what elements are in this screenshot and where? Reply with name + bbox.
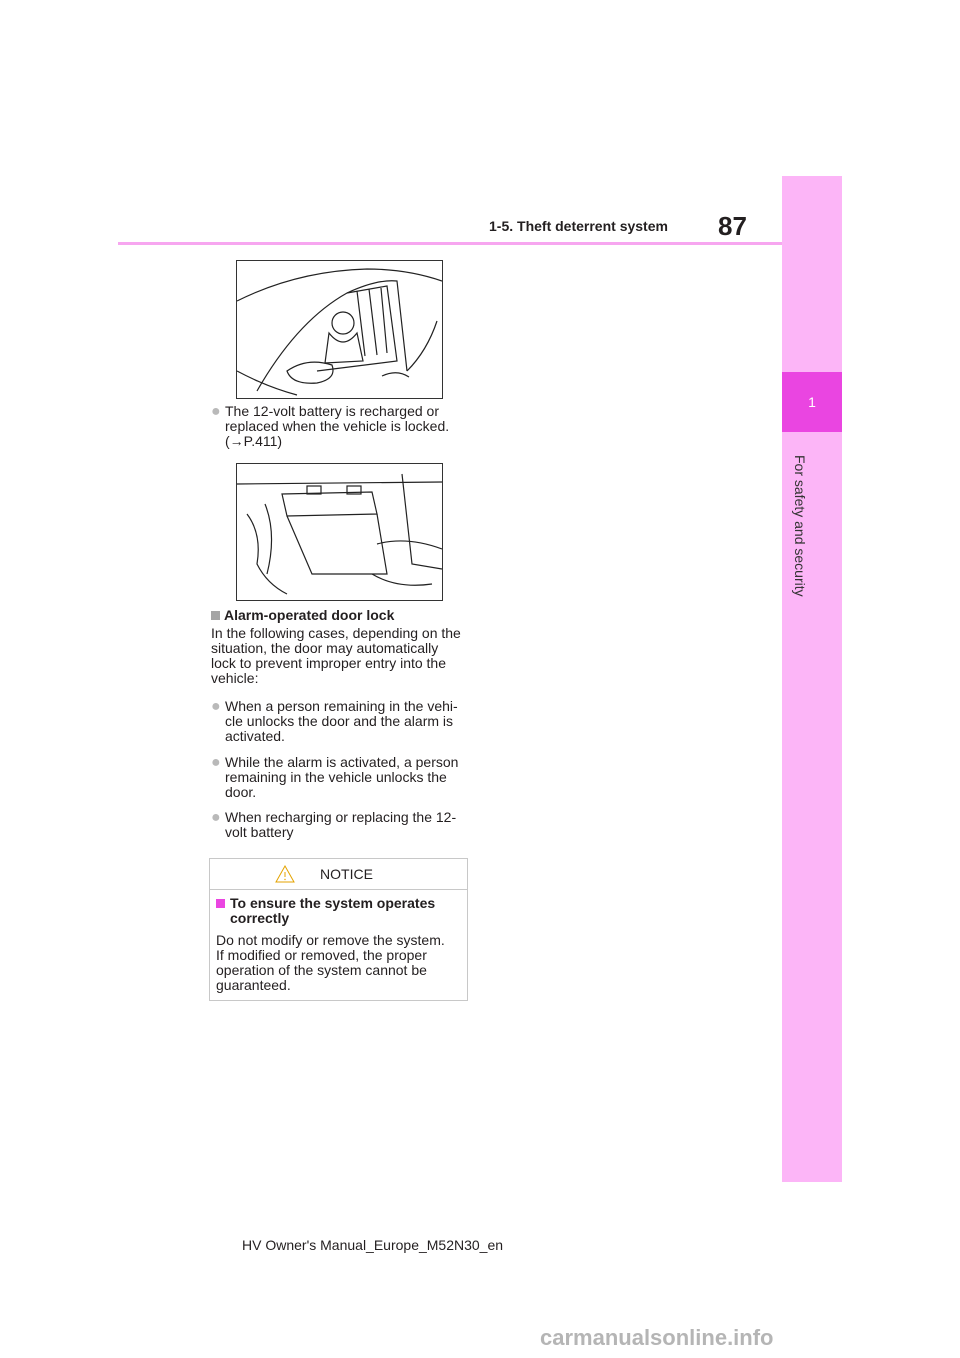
text-line: When a person remaining in the vehi- (225, 698, 458, 714)
list-item (211, 755, 471, 800)
text-line: situation, the door may automatically (211, 640, 439, 656)
notice-heading (216, 896, 461, 926)
list-item (211, 699, 471, 744)
chapter-title: For safety and security (792, 455, 808, 597)
bullet-dot-icon: ● (211, 403, 221, 420)
square-bullet-icon (211, 611, 220, 620)
chapter-side-tab (782, 176, 842, 1182)
notice-title: NOTICE (320, 866, 373, 882)
text-line: replaced when the vehicle is locked. (225, 418, 450, 434)
text-line: In the following cases, depending on the (211, 625, 461, 641)
person-in-car-illustration (236, 260, 443, 399)
section-title: 1-5. Theft deterrent system (489, 218, 668, 234)
text-line: Do not modify or remove the system. (216, 932, 445, 948)
page-number: 87 (718, 211, 747, 241)
battery-drawing (237, 464, 442, 600)
text-line: When recharging or replacing the 12- (225, 809, 457, 825)
list-item (211, 810, 471, 840)
bullet-dot-icon: ● (211, 754, 221, 771)
chapter-number-tab (782, 372, 842, 432)
text-line: vehicle: (211, 670, 259, 686)
text-line: The 12-volt battery is recharged or (225, 403, 439, 419)
notice-header (210, 859, 467, 890)
manual-footer: HV Owner's Manual_Europe_M52N30_en (242, 1237, 504, 1253)
warning-triangle-icon (274, 864, 296, 884)
text-line: door. (225, 784, 257, 800)
chapter-number: 1 (808, 394, 816, 410)
page-reference-link[interactable]: (→P.411) (225, 433, 283, 449)
square-bullet-icon (216, 899, 225, 908)
header-rule (118, 242, 782, 245)
watermark: carmanualsonline.info (540, 1325, 774, 1350)
text-line: To ensure the system operates (230, 895, 436, 911)
intro-paragraph (211, 626, 471, 686)
text-line: activated. (225, 728, 285, 744)
text-line: guaranteed. (216, 977, 291, 993)
bullet-dot-icon: ● (211, 809, 221, 826)
section-heading (211, 607, 466, 623)
notice-box (209, 858, 468, 1001)
text-line: volt battery (225, 824, 294, 840)
notice-body (216, 933, 461, 993)
battery-replacement-illustration (236, 463, 443, 601)
text-line: lock to prevent improper entry into the (211, 655, 447, 671)
text-line: remaining in the vehicle unlocks the (225, 769, 447, 785)
text-line: correctly (230, 910, 290, 926)
text-line: cle unlocks the door and the alarm is (225, 713, 454, 729)
bullet-dot-icon: ● (211, 698, 221, 715)
text-line: If modified or removed, the proper (216, 947, 427, 963)
car-interior-drawing (237, 261, 442, 398)
battery-bullet (211, 404, 466, 449)
text-line: While the alarm is activated, a person (225, 754, 459, 770)
section-heading-text: Alarm-operated door lock (224, 607, 395, 623)
text-line: operation of the system cannot be (216, 962, 427, 978)
